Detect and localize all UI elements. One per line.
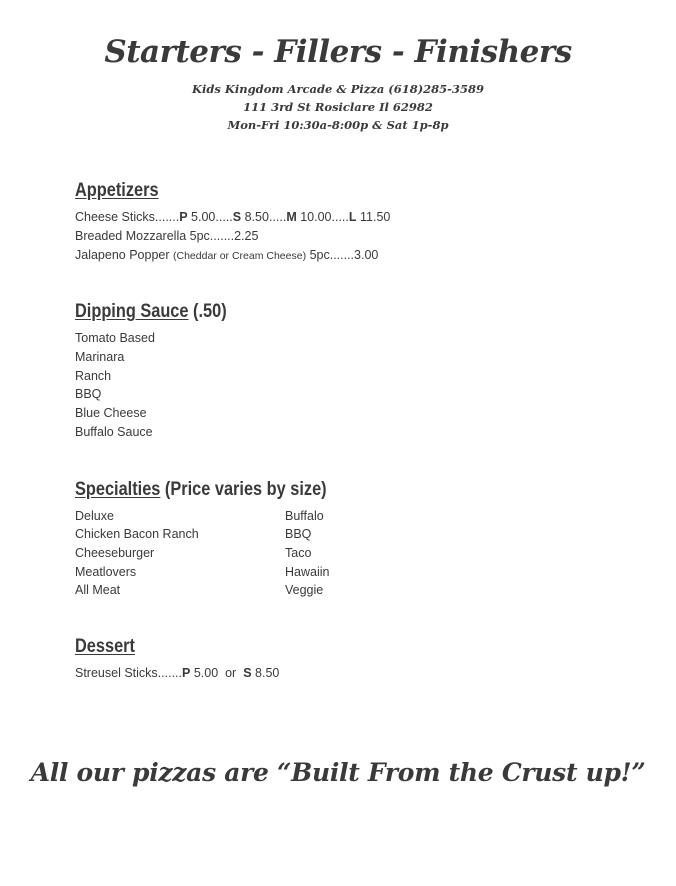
size-p-price: 5.00 <box>193 666 219 680</box>
specialties-heading <box>75 479 327 501</box>
menu-title: Starters - Fillers - Finishers <box>104 34 572 70</box>
cheese-sticks-dots-1: ....... <box>154 210 180 224</box>
list-item: Buffalo <box>285 509 324 523</box>
cheese-sticks-name: Cheese Sticks <box>75 210 155 224</box>
list-item: BBQ <box>285 527 312 541</box>
list-item: Taco <box>285 546 312 560</box>
streusel-dots: ....... <box>157 666 182 680</box>
dipping-sauce-price: (.50) <box>193 301 227 322</box>
size-p-label: P <box>179 210 188 224</box>
size-p-label: P <box>181 666 191 680</box>
streusel-sticks-item <box>75 666 279 680</box>
size-s-label: S <box>243 666 252 680</box>
jalapeno-note: (Cheddar or Cream Cheese) <box>173 250 307 262</box>
list-item: Blue Cheese <box>75 406 147 420</box>
dessert-title: Dessert <box>75 636 135 657</box>
specialties-title: Specialties <box>75 479 161 500</box>
jalapeno-name: Jalapeno Popper <box>75 248 170 262</box>
jalapeno-price: 5pc.......3.00 <box>309 248 379 262</box>
streusel-name: Streusel Sticks <box>75 666 158 680</box>
list-item: Chicken Bacon Ranch <box>75 527 199 541</box>
specialties-note: (Price varies by size) <box>164 479 327 500</box>
list-item: BBQ <box>75 387 102 401</box>
mozzarella-item: Breaded Mozzarella 5pc.......2.25 <box>75 229 259 243</box>
or-text: or <box>225 666 237 680</box>
list-item: All Meat <box>75 583 121 597</box>
list-item: Tomato Based <box>75 331 155 345</box>
cheese-sticks-dots-4: ..... <box>331 210 349 224</box>
size-s-price: 8.50 <box>255 666 280 680</box>
jalapeno-item <box>75 248 378 262</box>
size-l-price: 11.50 <box>360 210 391 224</box>
list-item: Veggie <box>285 583 324 597</box>
slogan: All our pizzas are “Built From the Crust up!” <box>30 758 646 787</box>
cheese-sticks-dots-2: ..... <box>215 210 233 224</box>
size-m-price: 10.00 <box>300 210 332 224</box>
size-s-price: 8.50 <box>244 210 269 224</box>
list-item: Meatlovers <box>75 565 137 579</box>
size-l-label: L <box>348 210 357 224</box>
list-item: Ranch <box>75 369 112 383</box>
size-m-label: M <box>286 210 297 224</box>
cheese-sticks-dots-3: ..... <box>268 210 287 224</box>
size-p-price: 5.00 <box>191 210 216 224</box>
dipping-sauce-title: Dipping Sauce <box>75 301 189 322</box>
appetizers-title: Appetizers <box>75 180 159 201</box>
cheese-sticks-item <box>75 210 390 224</box>
list-item: Marinara <box>75 350 125 364</box>
list-item: Cheeseburger <box>75 546 155 560</box>
list-item: Buffalo Sauce <box>75 425 153 439</box>
restaurant-hours: Mon-Fri 10:30a-8:00p & Sat 1p-8p <box>227 118 449 132</box>
size-s-label: S <box>232 210 242 224</box>
dipping-sauce-heading <box>75 301 227 323</box>
restaurant-name-phone: Kids Kingdom Arcade & Pizza (618)285-3589 <box>192 82 484 96</box>
appetizers-heading <box>75 180 159 202</box>
list-item: Deluxe <box>75 509 114 523</box>
dessert-heading <box>75 636 135 658</box>
list-item: Hawaiin <box>285 565 330 579</box>
restaurant-address: 111 3rd St Rosiclare Il 62982 <box>243 100 433 114</box>
